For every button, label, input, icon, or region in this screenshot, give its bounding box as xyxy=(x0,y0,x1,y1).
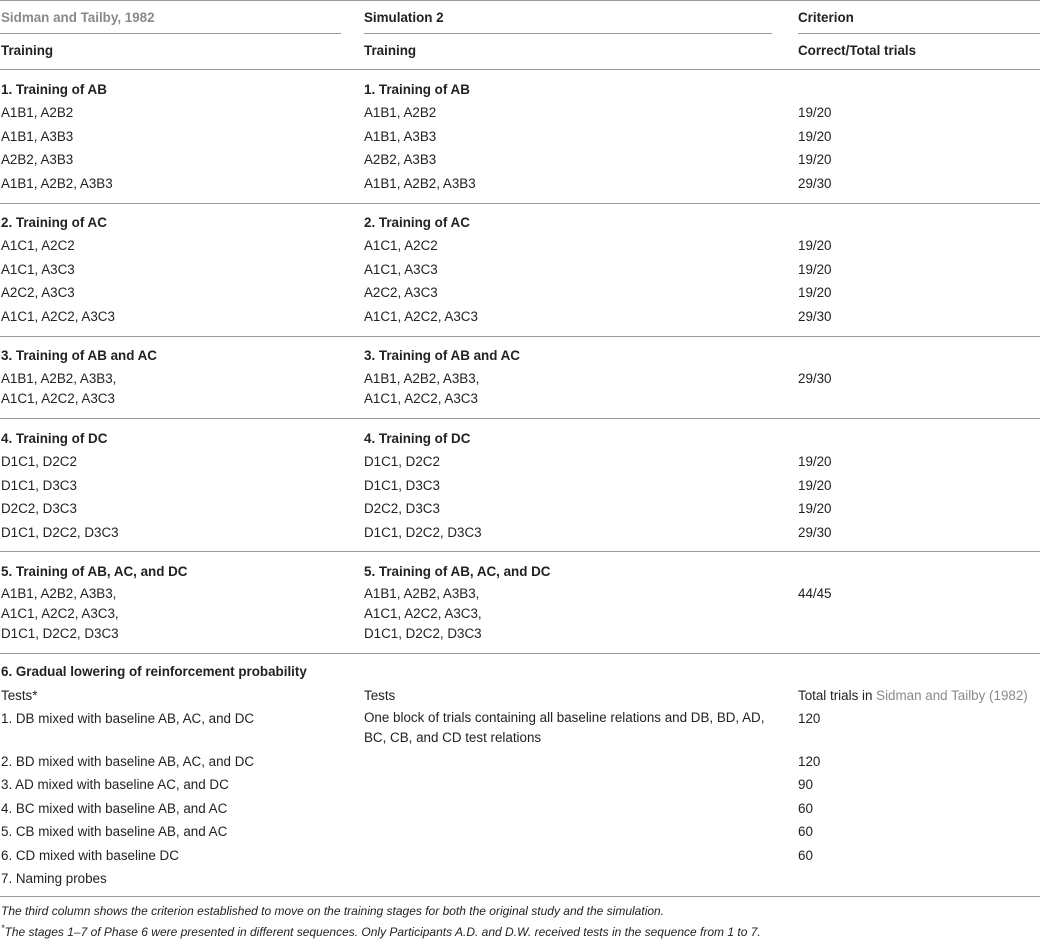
table-cell: A2B2, A3B3 xyxy=(1,152,74,167)
section-divider xyxy=(0,203,1040,204)
phase6-title: 6. Gradual lowering of reinforcement probability xyxy=(1,664,307,679)
col1-subtitle: Training xyxy=(1,43,54,58)
col2-subtitle: Training xyxy=(364,43,417,58)
col2-sub-rule xyxy=(364,33,772,34)
table-cell-line: A1C1, A2C2, A3C3, xyxy=(1,606,119,621)
criterion-cell: 19/20 xyxy=(798,454,832,469)
trials-cell: 120 xyxy=(798,711,821,726)
footnote-marker: * xyxy=(1,923,5,933)
table-cell: D2C2, D3C3 xyxy=(1,501,77,516)
test-item: 5. CB mixed with baseline AB, and AC xyxy=(1,824,228,839)
test-item: 3. AD mixed with baseline AC, and DC xyxy=(1,777,229,792)
test-item: 1. DB mixed with baseline AB, AC, and DC xyxy=(1,711,255,726)
sim-tests-label: Tests xyxy=(364,688,396,703)
section-title-ac-sim: 2. Training of AC xyxy=(364,215,470,230)
table-cell-multiline xyxy=(364,584,482,644)
total-trials-prefix: Total trials in xyxy=(798,688,877,703)
table-cell-line: A1B1, A2B2, A3B3, xyxy=(1,371,117,386)
section-title-dc: 4. Training of DC xyxy=(1,431,108,446)
table-cell: D1C1, D3C3 xyxy=(1,478,77,493)
citation-link[interactable]: Sidman and Tailby (1982) xyxy=(876,688,1028,703)
criterion-cell: 29/30 xyxy=(798,525,832,540)
tests-label: Tests* xyxy=(1,688,38,703)
footnote-1: The third column shows the criterion established to move on the training stages for both the original study and the simulation. xyxy=(1,904,665,918)
table-cell: A1C1, A3C3 xyxy=(364,262,438,277)
section-title-ab-ac-sim: 3. Training of AB and AC xyxy=(364,348,520,363)
table-cell: A1C1, A2C2 xyxy=(364,238,438,253)
trials-cell: 60 xyxy=(798,848,813,863)
section-title-dc-sim: 4. Training of DC xyxy=(364,431,471,446)
table-cell: D2C2, D3C3 xyxy=(364,501,440,516)
test-item: 7. Naming probes xyxy=(1,871,107,886)
trials-cell: 60 xyxy=(798,801,813,816)
test-item: 6. CD mixed with baseline DC xyxy=(1,848,179,863)
col3-title: Criterion xyxy=(798,10,854,25)
table-cell: A2B2, A3B3 xyxy=(364,152,437,167)
table-cell-line: A1C1, A2C2, A3C3 xyxy=(364,391,478,406)
section-divider xyxy=(0,336,1040,337)
trials-cell: 60 xyxy=(798,824,813,839)
test-item: 4. BC mixed with baseline AB, and AC xyxy=(1,801,228,816)
table-top-rule xyxy=(0,0,1040,1)
sim-block-line: BC, CB, and CD test relations xyxy=(364,730,542,745)
table-cell-multiline xyxy=(1,584,119,644)
table-cell-line: A1B1, A2B2, A3B3, xyxy=(364,371,480,386)
col1-title: Sidman and Tailby, 1982 xyxy=(1,10,155,25)
col1-sub-rule xyxy=(0,33,341,34)
table-cell: D1C1, D2C2, D3C3 xyxy=(1,525,119,540)
total-trials-label xyxy=(798,685,1028,706)
table-cell: A1B1, A2B2 xyxy=(1,105,74,120)
table-cell: A1C1, A2C2 xyxy=(1,238,75,253)
criterion-cell: 19/20 xyxy=(798,262,832,277)
table-cell: D1C1, D2C2 xyxy=(364,454,440,469)
criterion-cell: 19/20 xyxy=(798,238,832,253)
section-title-ab: 1. Training of AB xyxy=(1,82,107,97)
table-cell: D1C1, D2C2 xyxy=(1,454,77,469)
criterion-cell: 19/20 xyxy=(798,152,832,167)
table-cell: D1C1, D3C3 xyxy=(364,478,440,493)
trials-cell: 120 xyxy=(798,754,821,769)
table-cell-multiline xyxy=(364,369,479,409)
criterion-cell: 29/30 xyxy=(798,371,832,386)
table-cell: D1C1, D2C2, D3C3 xyxy=(364,525,482,540)
section-divider xyxy=(0,551,1040,552)
footnote-2 xyxy=(1,920,761,941)
col3-subtitle: Correct/Total trials xyxy=(798,43,917,58)
table-cell-line: D1C1, D2C2, D3C3 xyxy=(364,626,482,641)
sim-block-description xyxy=(364,708,764,748)
criterion-cell: 19/20 xyxy=(798,478,832,493)
table-cell: A1C1, A2C2, A3C3 xyxy=(364,309,478,324)
table-cell-line: A1B1, A2B2, A3B3, xyxy=(1,586,117,601)
trials-cell: 90 xyxy=(798,777,813,792)
table-cell: A1B1, A3B3 xyxy=(1,129,74,144)
header-bottom-rule xyxy=(0,69,1040,70)
table-cell: A1B1, A2B2 xyxy=(364,105,437,120)
table-cell-multiline xyxy=(1,369,116,409)
table-cell: A1B1, A2B2, A3B3 xyxy=(1,176,113,191)
col2-title: Simulation 2 xyxy=(364,10,444,25)
table-cell-line: A1B1, A2B2, A3B3, xyxy=(364,586,480,601)
criterion-cell: 19/20 xyxy=(798,501,832,516)
test-item: 2. BD mixed with baseline AB, AC, and DC xyxy=(1,754,255,769)
section-divider xyxy=(0,418,1040,419)
table-cell: A2C2, A3C3 xyxy=(1,285,75,300)
section-title-ab-ac-dc: 5. Training of AB, AC, and DC xyxy=(1,564,188,579)
table-cell: A1B1, A2B2, A3B3 xyxy=(364,176,476,191)
section-title-ab-ac-dc-sim: 5. Training of AB, AC, and DC xyxy=(364,564,551,579)
sim-block-line: One block of trials containing all baseline relations and DB, BD, AD, xyxy=(364,710,765,725)
criterion-cell: 19/20 xyxy=(798,105,832,120)
col3-sub-rule xyxy=(798,33,1040,34)
table-cell-line: D1C1, D2C2, D3C3 xyxy=(1,626,119,641)
section-title-ab-sim: 1. Training of AB xyxy=(364,82,470,97)
criterion-cell: 29/30 xyxy=(798,309,832,324)
table-cell: A1C1, A3C3 xyxy=(1,262,75,277)
criterion-cell: 29/30 xyxy=(798,176,832,191)
section-title-ac: 2. Training of AC xyxy=(1,215,107,230)
table-cell: A2C2, A3C3 xyxy=(364,285,438,300)
table-cell-line: A1C1, A2C2, A3C3, xyxy=(364,606,482,621)
table-cell-line: A1C1, A2C2, A3C3 xyxy=(1,391,115,406)
criterion-cell: 44/45 xyxy=(798,586,832,601)
table-cell: A1B1, A3B3 xyxy=(364,129,437,144)
footnote-2-text: The stages 1–7 of Phase 6 were presented in different sequences. Only Participants A.D. and D.W. received tests in the sequence from 1 to 7. xyxy=(4,925,761,939)
table-cell: A1C1, A2C2, A3C3 xyxy=(1,309,115,324)
section-divider xyxy=(0,653,1040,654)
table-bottom-rule xyxy=(0,896,1040,897)
criterion-cell: 19/20 xyxy=(798,129,832,144)
criterion-cell: 19/20 xyxy=(798,285,832,300)
section-title-ab-ac: 3. Training of AB and AC xyxy=(1,348,157,363)
